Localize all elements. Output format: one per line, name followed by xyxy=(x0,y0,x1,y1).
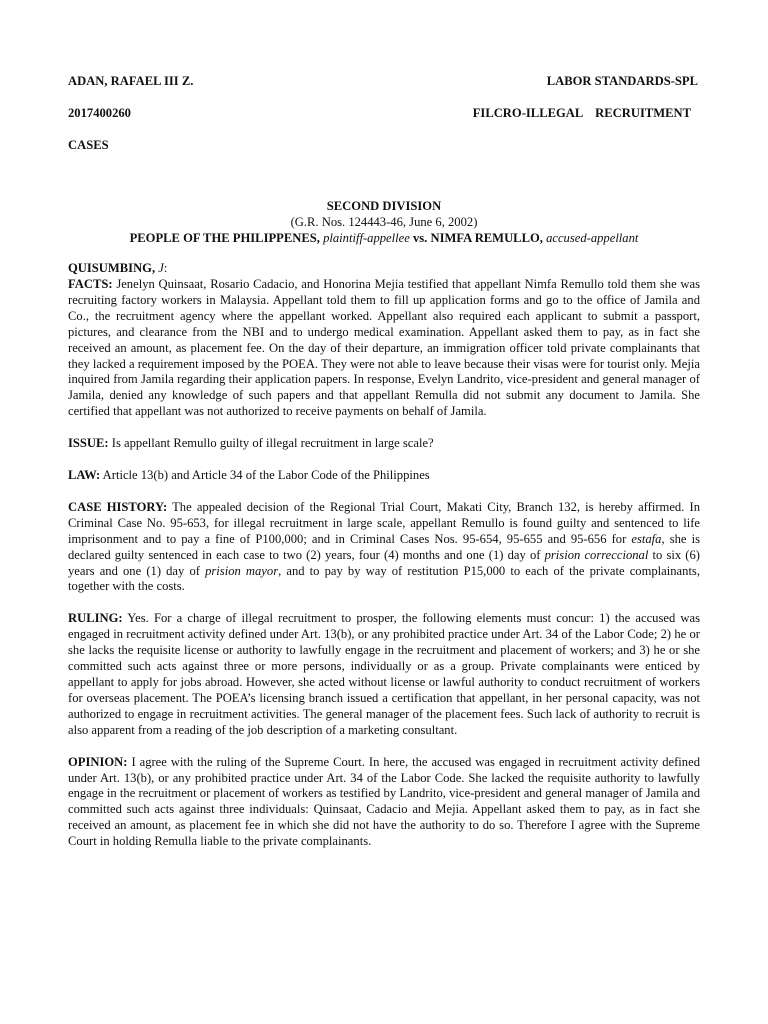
issue-section xyxy=(68,436,700,452)
ponente-name: QUISUMBING, xyxy=(68,261,156,276)
case-history-text-2: , she is declared guilty sentenced in each case to two (2) years, four (4) months and one (1) day of xyxy=(68,531,700,562)
opinion-label: OPINION: xyxy=(68,754,128,769)
accused-name: NIMFA REMULLO, xyxy=(430,231,543,246)
facts-section xyxy=(68,277,700,420)
law-text: Article 13(b) and Article 34 of the Labor Code of the Philippines xyxy=(102,468,430,483)
header-left xyxy=(68,58,193,169)
prision-correccional-term: prision correccional xyxy=(544,547,649,562)
ruling-text: Yes. For a charge of illegal recruitment to prosper, the following elements must concur: 1) the accused was engaged in recruitment activity defined under Art. 13(b), or any prohibited practice under Art. 34 of the Labor Code; 2) he or she lacks the requisite license or authority to lawfully engage in the recruitment and placement of workers; and 3) he or she committed such acts against three or more persons, individually or as a group. Private complainants were enticed by appellant to apply for jobs abroad. However, she acted without license or lawful authority to conduct recruitment of workers for overseas placement. The POEA’s licensing branch issued a certification that appellant, in her personal capacity, was not authorized to engage in recruitment activities. The general manager of the placement fees. Such lack of authority to recruit is also apparent from a reading of the job description of a marketing consultant. xyxy=(68,611,700,737)
plaintiff-role: plaintiff-appellee xyxy=(323,231,410,246)
ruling-section xyxy=(68,611,700,738)
case-history-section xyxy=(68,500,700,595)
document-header xyxy=(68,58,700,169)
course-title: LABOR STANDARDS-SPL xyxy=(546,73,698,88)
case-history-text-4: , and to pay by way of restitution P15,000 to each of the private complainants, together with the costs. xyxy=(68,563,700,594)
plaintiff-name: PEOPLE OF THE PHILIPPENES, xyxy=(129,231,320,246)
opinion-section xyxy=(68,755,700,850)
ruling-label: RULING: xyxy=(68,611,123,626)
author-name: ADAN, RAFAEL III Z. xyxy=(68,73,194,88)
prision-mayor-term: prision mayor xyxy=(205,563,279,578)
topic-title: FILCRO-ILLEGAL RECRUITMENT xyxy=(472,105,692,120)
topic-continuation: CASES xyxy=(68,137,109,152)
division-heading: SECOND DIVISION xyxy=(326,199,442,214)
gr-numbers: (G.R. Nos. 124443-46, June 6, 2002) xyxy=(290,215,478,230)
ponente-title: J xyxy=(158,261,164,276)
versus: vs. xyxy=(412,231,428,246)
issue-label: ISSUE: xyxy=(68,436,109,451)
facts-label: FACTS: xyxy=(68,276,113,291)
case-history-label: CASE HISTORY: xyxy=(68,499,168,514)
student-number: 2017400260 xyxy=(68,105,131,120)
header-right xyxy=(473,58,698,169)
ponente: QUISUMBING, J: xyxy=(68,261,168,276)
case-history-text-1: The appealed decision of the Regional Trial Court, Makati City, Branch 132, is hereby affirmed. In Criminal Case No. 95-653, for illegal recruitment in large scale, appellant Remullo is found guilty and sentenced to life imprisonment and to pay a fine of P100,000; and in Criminal Cases Nos. 95-654, 95-655 and 95-656 for xyxy=(68,499,700,546)
estafa-term: estafa xyxy=(631,531,662,546)
case-history-text-3: to six (6) years and one (1) day of xyxy=(68,547,700,578)
law-label: LAW: xyxy=(68,468,101,483)
opinion-text: I agree with the ruling of the Supreme Court. In here, the accused was engaged in recruitment activity defined under Art. 13(b), or any prohibited practice under Art. 34 of the Labor Code. She lacked the requisite authority to lawfully engage in the recruitment or placement of workers as testified by Landrito, vice-president and general manager of Jamila and committed such acts against three individuals: Quinsaat, Cadacio and Mejia. Appellant asked them to pay, as in fact she received an amount, as placement fee in which she did not have the authority to do so. Therefore I agree with the Supreme Court in holding Remulla liable to the private complainants. xyxy=(68,754,700,849)
case-parties xyxy=(68,231,700,247)
accused-role: accused-appellant xyxy=(546,231,639,246)
facts-text: Jenelyn Quinsaat, Rosario Cadacio, and Honorina Mejia testified that appellant Nimfa Remullo told them she was recruiting factory workers in Malaysia. Appellant told them to fill up application forms and go to the office of Jamila and Co., the recruitment agency where the appellant worked. Appellant also required each applicant to submit a passport, pictures, and clearance from the NBI and to undergo medical examination. Appellant asked them to pay, as in fact she received an amount, as placement fee. On the day of their departure, an immigration officer told private complainants that they lacked a requirement imposed by the POEA. They were not able to leave because their visas were for tourist only. Mejia inquired from Jamila regarding their application papers. In response, Evelyn Landrito, vice-president and general manager of Jamila, denied any knowledge of such papers and that appellant Remulla did not submit any document to Jamila. She certified that appellant was not authorized to receive payments on behalf of Jamila. xyxy=(68,276,700,419)
law-section xyxy=(68,468,700,484)
issue-text: Is appellant Remullo guilty of illegal recruitment in large scale? xyxy=(111,436,434,451)
